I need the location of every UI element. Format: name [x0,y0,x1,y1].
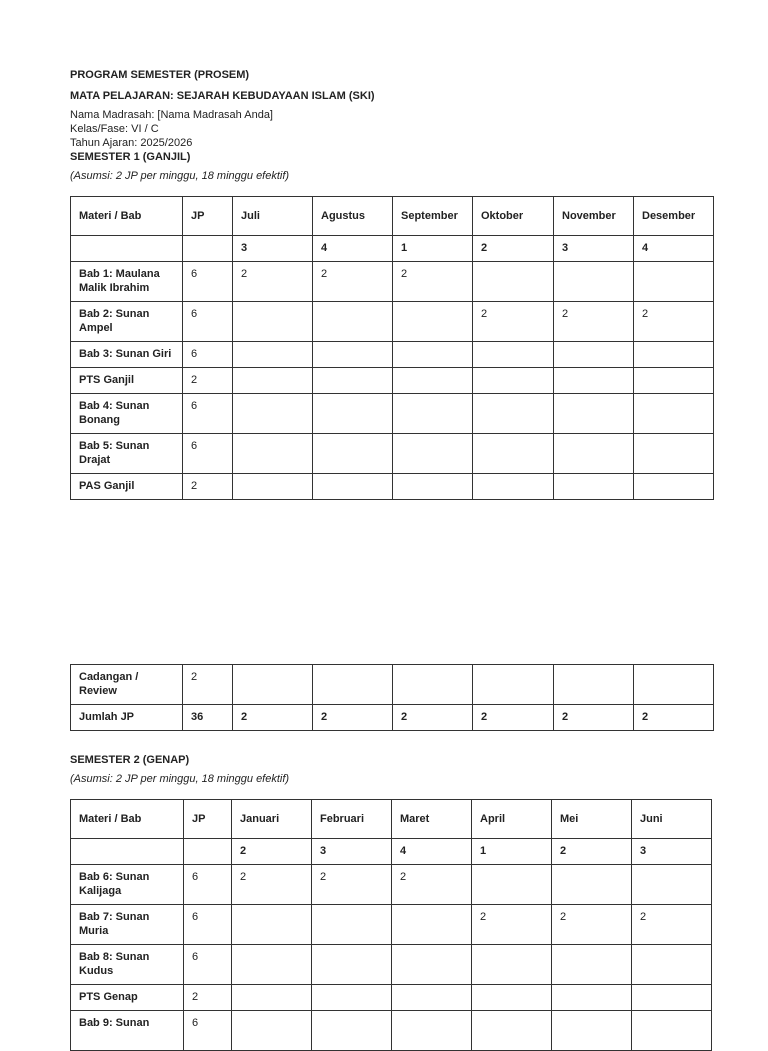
semester1-note: (Asumsi: 2 JP per minggu, 18 minggu efektif) [70,170,290,182]
row-cell: 2 [393,262,473,302]
header-cell: Oktober [473,197,554,236]
row-label: Bab 9: Sunan [71,1011,184,1051]
row-cell: 2 [184,985,232,1011]
row-cell [552,865,632,905]
week-cell: 2 [552,839,632,865]
header-row [71,800,712,839]
school-line: Nama Madrasah: [Nama Madrasah Anda] [70,109,273,121]
week-row [71,236,714,262]
row-cell [392,985,472,1011]
row-cell [554,342,634,368]
semester2-table [70,799,712,1051]
row-cell [233,394,313,434]
row-cell [392,905,472,945]
week-cell: 4 [313,236,393,262]
header-cell: Februari [312,800,392,839]
row-cell [552,985,632,1011]
total-cell: 2 [393,705,473,731]
row-cell [473,665,554,705]
row-cell: 2 [392,865,472,905]
header-cell: Desember [634,197,714,236]
week-cell: 3 [554,236,634,262]
row-cell [473,474,554,500]
row-cell [233,302,313,342]
row-cell: 2 [313,262,393,302]
row-label: Bab 1: Maulana Malik Ibrahim [71,262,183,302]
row-cell [232,985,312,1011]
total-cell: 2 [473,705,554,731]
row-cell: 2 [183,665,233,705]
header-cell: November [554,197,634,236]
week-cell: 3 [233,236,313,262]
row-cell: 2 [183,474,233,500]
row-label: Bab 2: Sunan Ampel [71,302,183,342]
total-label: Jumlah JP [71,705,183,731]
row-cell [473,434,554,474]
week-cell: 3 [632,839,712,865]
row-cell: 2 [233,262,313,302]
row-cell [472,865,552,905]
row-cell: 6 [184,1011,232,1051]
row-cell [632,1011,712,1051]
row-cell: 6 [184,905,232,945]
row-cell [232,1011,312,1051]
header-label: Materi / Bab [71,197,183,236]
row-cell [393,434,473,474]
total-cell: 2 [634,705,714,731]
row-cell [554,262,634,302]
semester1-title: SEMESTER 1 (GANJIL) [70,151,191,163]
row-label: PAS Ganjil [71,474,183,500]
subject-line: MATA PELAJARAN: SEJARAH KEBUDAYAAN ISLAM (SKI) [70,90,375,102]
table-row [71,342,714,368]
header-cell: JP [183,197,233,236]
row-cell: 6 [183,394,233,434]
row-cell [554,394,634,434]
row-cell [632,945,712,985]
semester2-note: (Asumsi: 2 JP per minggu, 18 minggu efektif) [70,773,290,785]
total-cell: 2 [554,705,634,731]
table-row [71,474,714,500]
row-label: Cadangan / Review [71,665,183,705]
year-line: Tahun Ajaran: 2025/2026 [70,137,193,149]
week-row [71,839,712,865]
row-cell [634,665,714,705]
row-cell [554,368,634,394]
row-cell: 6 [183,342,233,368]
row-cell [472,945,552,985]
semester1-table [70,196,714,500]
row-cell [313,474,393,500]
header-cell: April [472,800,552,839]
row-label: Bab 4: Sunan Bonang [71,394,183,434]
row-cell [393,665,473,705]
table-row [71,262,714,302]
row-cell [473,394,554,434]
row-cell [232,945,312,985]
header-cell: Juli [233,197,313,236]
week-cell: 1 [393,236,473,262]
week-label [71,839,184,865]
row-label: PTS Genap [71,985,184,1011]
table-row [71,1011,712,1051]
row-label: Bab 5: Sunan Drajat [71,434,183,474]
row-cell [552,945,632,985]
row-cell [634,262,714,302]
total-cell: 2 [233,705,313,731]
row-cell [392,945,472,985]
week-cell: 4 [634,236,714,262]
row-cell: 6 [184,945,232,985]
week-cell: 2 [232,839,312,865]
header-cell: Januari [232,800,312,839]
row-cell [313,394,393,434]
week-cell [183,236,233,262]
row-cell [233,434,313,474]
total-row [71,705,714,731]
row-cell [473,342,554,368]
row-cell [312,985,392,1011]
row-cell [232,905,312,945]
row-cell: 2 [183,368,233,394]
class-line: Kelas/Fase: VI / C [70,123,159,135]
row-cell [473,262,554,302]
table-row [71,945,712,985]
row-cell [393,342,473,368]
row-cell [312,945,392,985]
header-cell: September [393,197,473,236]
row-cell: 6 [183,262,233,302]
row-cell: 2 [552,905,632,945]
header-row [71,197,714,236]
week-cell [184,839,232,865]
row-cell [312,905,392,945]
row-cell: 2 [472,905,552,945]
row-cell [312,1011,392,1051]
row-cell [313,342,393,368]
row-cell [634,394,714,434]
header-label: Materi / Bab [71,800,184,839]
row-cell: 6 [183,302,233,342]
row-cell [632,865,712,905]
row-cell [632,985,712,1011]
total-cell: 2 [313,705,393,731]
row-cell [634,474,714,500]
table-row [71,302,714,342]
row-cell: 2 [634,302,714,342]
row-cell: 2 [473,302,554,342]
header-cell: JP [184,800,232,839]
week-cell: 2 [473,236,554,262]
row-cell [634,368,714,394]
header-cell: Juni [632,800,712,839]
row-cell: 2 [632,905,712,945]
table-row [71,368,714,394]
row-cell [233,342,313,368]
table-row [71,865,712,905]
table-row [71,905,712,945]
row-cell [233,474,313,500]
table-row [71,394,714,434]
row-cell: 6 [183,434,233,474]
row-cell [392,1011,472,1051]
row-cell [313,368,393,394]
semester2-title: SEMESTER 2 (GENAP) [70,754,190,766]
table-row [71,434,714,474]
row-cell [393,474,473,500]
row-cell [634,434,714,474]
week-cell: 1 [472,839,552,865]
row-cell [313,434,393,474]
row-label: Bab 3: Sunan Giri [71,342,183,368]
header-cell: Mei [552,800,632,839]
row-cell [554,434,634,474]
row-cell [233,368,313,394]
week-cell: 3 [312,839,392,865]
row-cell: 2 [312,865,392,905]
semester1-table-continued [70,664,714,731]
row-cell [313,302,393,342]
row-cell [393,394,473,434]
row-label: Bab 8: Sunan Kudus [71,945,184,985]
row-label: Bab 7: Sunan Muria [71,905,184,945]
row-cell [233,665,313,705]
table-row [71,985,712,1011]
week-label [71,236,183,262]
row-label: PTS Ganjil [71,368,183,394]
row-cell [393,302,473,342]
row-cell: 6 [184,865,232,905]
row-cell [554,474,634,500]
table-row [71,665,714,705]
row-cell [393,368,473,394]
row-cell: 2 [232,865,312,905]
row-label: Bab 6: Sunan Kalijaga [71,865,184,905]
total-cell: 36 [183,705,233,731]
header-cell: Agustus [313,197,393,236]
week-cell: 4 [392,839,472,865]
row-cell [472,1011,552,1051]
row-cell [552,1011,632,1051]
row-cell [313,665,393,705]
row-cell: 2 [554,302,634,342]
row-cell [554,665,634,705]
row-cell [473,368,554,394]
doc-title: PROGRAM SEMESTER (PROSEM) [70,69,250,81]
row-cell [472,985,552,1011]
header-cell: Maret [392,800,472,839]
row-cell [634,342,714,368]
